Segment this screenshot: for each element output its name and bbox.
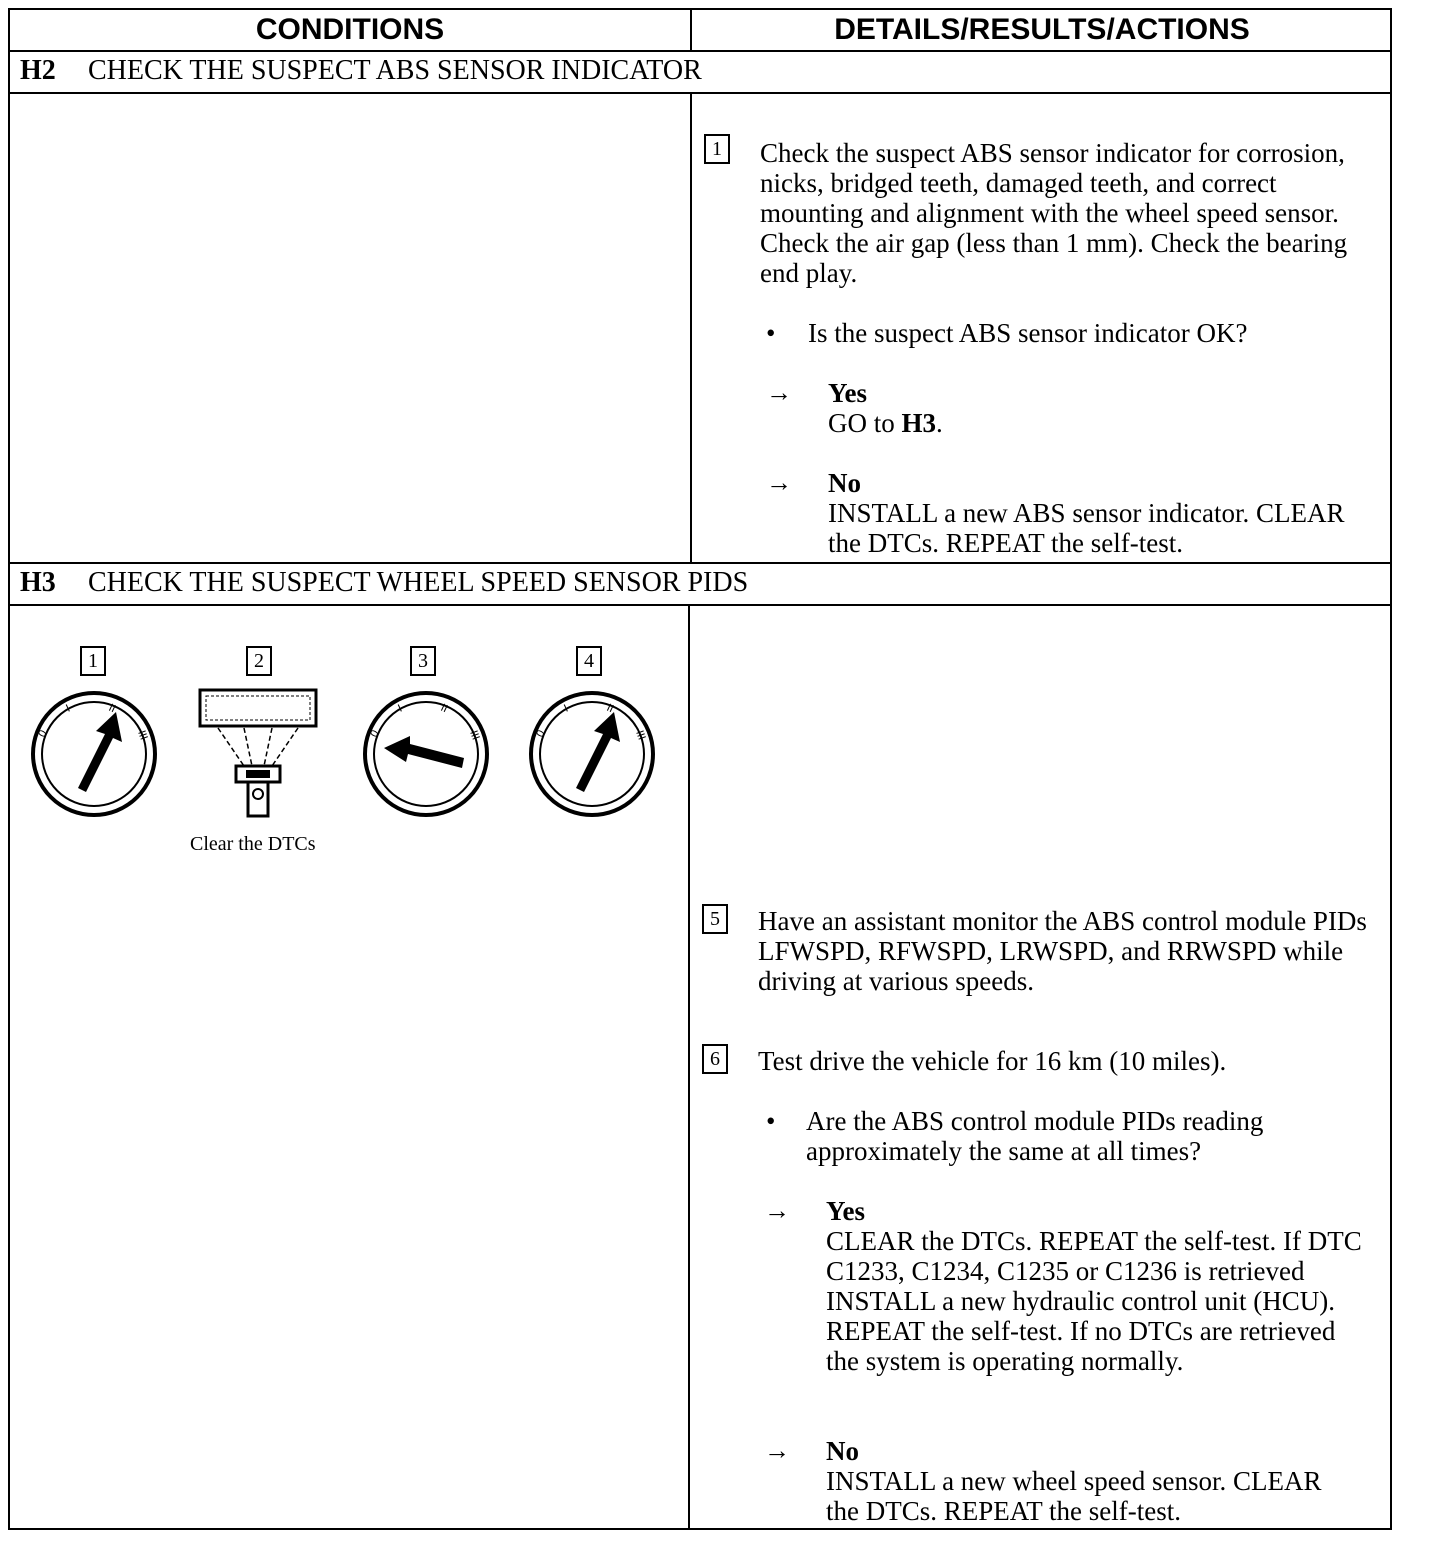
svg-text:III: III: [135, 728, 150, 742]
h3-yes-label: Yes: [826, 1196, 865, 1226]
procedure-table: [8, 8, 1392, 1530]
h2-title-row: [20, 53, 702, 89]
svg-text:III: III: [467, 728, 482, 742]
illus-step3-number: 3: [410, 646, 436, 676]
h2-yes-action-target: H3: [901, 408, 937, 438]
ignition-switch-icon-run-again: [526, 688, 658, 820]
column-divider-h2: [690, 92, 692, 562]
conditions-header: CONDITIONS: [255, 13, 445, 46]
ignition-switch-icon-off: [360, 688, 492, 820]
column-divider-header: [690, 10, 692, 50]
h3-step-id: H3: [20, 567, 56, 598]
h2-yes-label: Yes: [828, 378, 867, 408]
h2-no-arrow-icon: →: [766, 468, 792, 497]
h2-no-label: No: [828, 468, 861, 498]
svg-text:0: 0: [36, 728, 50, 740]
svg-text:II: II: [438, 701, 450, 716]
h3-question: Are the ABS control module PIDs reading approximately the same at all times?: [806, 1106, 1264, 1166]
h2-question-bullet: •: [766, 318, 776, 348]
scan-tool-caption: Clear the DTCs: [190, 833, 316, 855]
scan-tool-icon: [188, 688, 328, 824]
h2-yes-action-suffix: .: [936, 408, 943, 438]
svg-text:I: I: [396, 702, 405, 715]
illus-step4-number: 4: [576, 646, 602, 676]
h3-step6-text: Test drive the vehicle for 16 km (10 miles).: [758, 1046, 1227, 1076]
h2-question: Is the suspect ABS sensor indicator OK?: [808, 318, 1248, 348]
h2-yes-action: [828, 408, 943, 438]
illus-step2-number: 2: [246, 646, 272, 676]
h3-no-label: No: [826, 1436, 859, 1466]
svg-text:0: 0: [368, 728, 382, 740]
h2-step-id: H2: [20, 55, 56, 86]
svg-text:I: I: [562, 702, 571, 715]
h2-yes-action-prefix: GO to: [828, 408, 902, 438]
h2-yes-arrow-icon: →: [766, 378, 792, 407]
h3-no-action: INSTALL a new wheel speed sensor. CLEAR the DTCs. REPEAT the self-test.: [826, 1466, 1322, 1526]
h2-no-action: INSTALL a new ABS sensor indicator. CLEAR the DTCs. REPEAT the self-test.: [828, 498, 1345, 558]
ignition-switch-icon-run: [28, 688, 160, 820]
h2-title: CHECK THE SUSPECT ABS SENSOR INDICATOR: [88, 55, 702, 86]
h2-title-divider: [10, 92, 1390, 94]
h3-title-row: [20, 565, 748, 601]
h3-title: CHECK THE SUSPECT WHEEL SPEED SENSOR PIDS: [88, 567, 749, 598]
h3-yes-action: CLEAR the DTCs. REPEAT the self-test. If DTC C1233, C1234, C1235 or C1236 is retrieved INSTALL a new hydraulic control unit (HCU). REPEAT the self-test. If no DTCs are retrieved the system is operating normally.: [826, 1226, 1362, 1376]
details-header: DETAILS/RESULTS/ACTIONS: [834, 13, 1250, 46]
h3-step5-text: Have an assistant monitor the ABS control module PIDs LFWSPD, RFWSPD, LRWSPD, and RRWSPD while driving at various speeds.: [758, 906, 1367, 996]
h3-yes-arrow-icon: →: [764, 1196, 790, 1225]
svg-text:III: III: [633, 728, 648, 742]
h2-step1-text: Check the suspect ABS sensor indicator for corrosion, nicks, bridged teeth, damaged teeth, and correct mounting and alignment with the wheel speed sensor. Check the air gap (less than 1 mm). Check the bearing end play.: [760, 138, 1348, 288]
svg-text:II: II: [106, 701, 118, 716]
h3-question-bullet: •: [766, 1106, 776, 1136]
h3-title-divider: [10, 604, 1390, 606]
h3-step5-number: 5: [702, 904, 728, 934]
h2-step1-number: 1: [704, 134, 730, 164]
h3-no-arrow-icon: →: [764, 1436, 790, 1465]
svg-text:0: 0: [534, 728, 548, 740]
h3-step6-number: 6: [702, 1044, 728, 1074]
header-divider: [10, 50, 1390, 52]
column-divider-h3: [688, 604, 690, 1530]
h2-end-divider: [10, 562, 1390, 564]
svg-text:II: II: [604, 701, 616, 716]
svg-text:I: I: [64, 702, 73, 715]
illus-step1-number: 1: [80, 646, 106, 676]
